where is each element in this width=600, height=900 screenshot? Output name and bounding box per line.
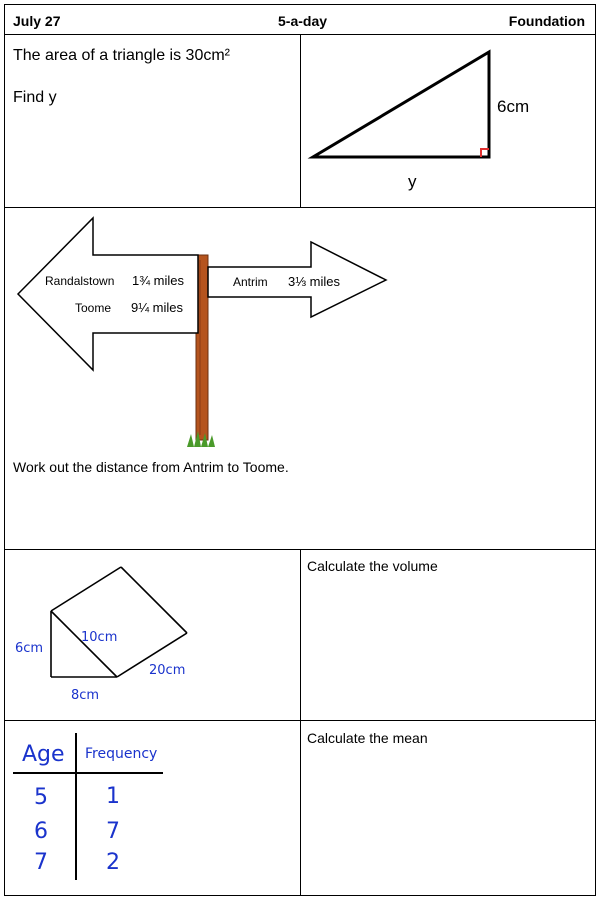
frequency-table	[5, 725, 300, 890]
table-cell-age: 6	[34, 819, 48, 844]
grid-line	[300, 549, 301, 895]
worksheet-date: July 27	[13, 13, 61, 29]
table-cell-age: 7	[34, 850, 48, 875]
table-cell-frequency: 1	[106, 784, 120, 809]
table-cell-frequency: 7	[106, 819, 120, 844]
sign-distance-antrim: 3⅓ miles	[288, 274, 341, 289]
q4-prompt: Calculate the mean	[307, 730, 428, 746]
grid-line	[5, 207, 595, 208]
prism-hypotenuse-label: 10cm	[81, 630, 118, 645]
table-header-frequency: Frequency	[85, 746, 158, 762]
table-cell-frequency: 2	[106, 850, 120, 875]
q3-prompt: Calculate the volume	[307, 558, 438, 574]
prism-length-label: 20cm	[149, 663, 186, 678]
right-triangle-diagram	[305, 35, 595, 205]
q1-prompt: The area of a triangle is 30cm²	[13, 47, 230, 64]
base-label: y	[408, 172, 417, 191]
worksheet	[4, 4, 596, 896]
table-cell-age: 5	[34, 785, 48, 810]
left-arrow-sign	[18, 218, 198, 370]
worksheet-title: 5-a-day	[278, 13, 328, 29]
table-header-age: Age	[22, 742, 65, 767]
sign-distance-toome: 9¼ miles	[131, 300, 184, 315]
grid-line	[300, 34, 301, 207]
prism-height-label: 6cm	[15, 641, 44, 656]
q2-prompt: Work out the distance from Antrim to Toome.	[13, 459, 289, 475]
signpost-diagram	[15, 215, 405, 450]
height-label: 6cm	[497, 97, 530, 116]
prism-base-label: 8cm	[71, 688, 100, 703]
sign-place-randalstown: Randalstown	[45, 274, 115, 288]
worksheet-level: Foundation	[508, 13, 585, 29]
triangle-shape	[313, 52, 489, 157]
sign-place-toome: Toome	[75, 301, 112, 315]
sign-distance-randalstown: 1¾ miles	[132, 273, 185, 288]
sign-place-antrim: Antrim	[233, 275, 268, 289]
triangular-prism-diagram	[5, 555, 300, 715]
q1-instruction: Find y	[13, 89, 57, 106]
